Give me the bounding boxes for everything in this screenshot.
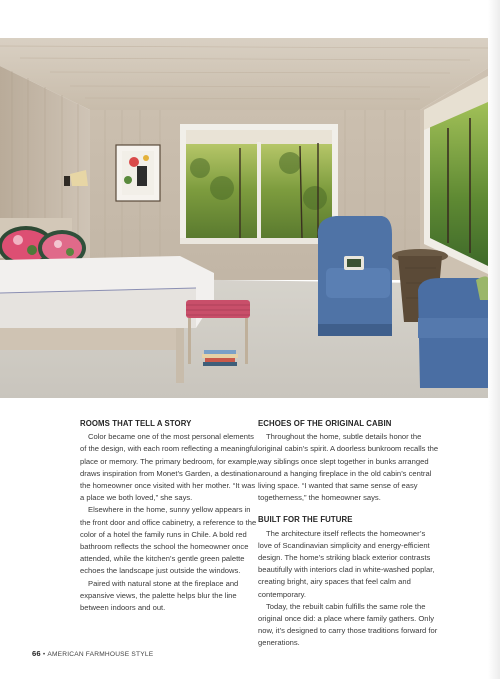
bedroom-photo xyxy=(0,38,488,398)
publication-name: AMERICAN FARMHOUSE STYLE xyxy=(47,651,154,658)
section-heading-rooms: ROOMS THAT TELL A STORY xyxy=(80,419,192,428)
bedroom-illustration xyxy=(0,38,488,398)
body-paragraph: Elsewhere in the home, sunny yellow appears in the front door and office cabinetry, a reference to the color of a hotel the family runs in Chile. A bold red bathroom reflects the school the homeowner once attended, while the kitchen’s gentle green palette echoes the landscape just outside the windows. xyxy=(80,505,257,576)
body-paragraph: Today, the rebuilt cabin fulfills the same role the original once did: a place where family gathers. Only now, it’s designed to carry those traditions forward for generations. xyxy=(258,601,438,648)
right-text-column xyxy=(258,418,440,650)
body-paragraph: Color became one of the most personal elements of the design, with each room reflecting a meaningful place or memory. The primary bedroom, for example, draws inspiration from Monet’s Garden, a destination the homeowner once visited with her mother. “It was a place we both loved,” she says. xyxy=(80,432,259,503)
body-paragraph: Paired with natural stone at the fireplace and expansive views, the palette helps blur the line between indoors and out. xyxy=(80,578,239,613)
page-edge-shadow xyxy=(488,0,500,679)
body-paragraph: The architecture itself reflects the homeowner’s love of Scandinavian simplicity and energy-efficient design. The home’s striking black exterior contrasts beautifully with interiors clad in white-washed poplar, creating bright, airy spaces that feel calm and contemporary. xyxy=(258,528,435,599)
body-paragraph: Throughout the home, subtle details honor the original cabin’s spirit. A doorless bunkroom recalls the way siblings once slept together in bunks arranged around a hanging fireplace in the old cabin’s central living space. “I wanted that same sense of easy togetherness,” the homeowner says. xyxy=(258,432,439,503)
section-spacer xyxy=(258,504,440,514)
footer-separator: • xyxy=(42,651,46,658)
left-text-column xyxy=(80,418,260,614)
page-footer xyxy=(32,649,153,658)
page-number: 66 xyxy=(32,649,41,658)
section-heading-echoes: ECHOES OF THE ORIGINAL CABIN xyxy=(258,419,392,428)
section-heading-built: BUILT FOR THE FUTURE xyxy=(258,515,353,525)
